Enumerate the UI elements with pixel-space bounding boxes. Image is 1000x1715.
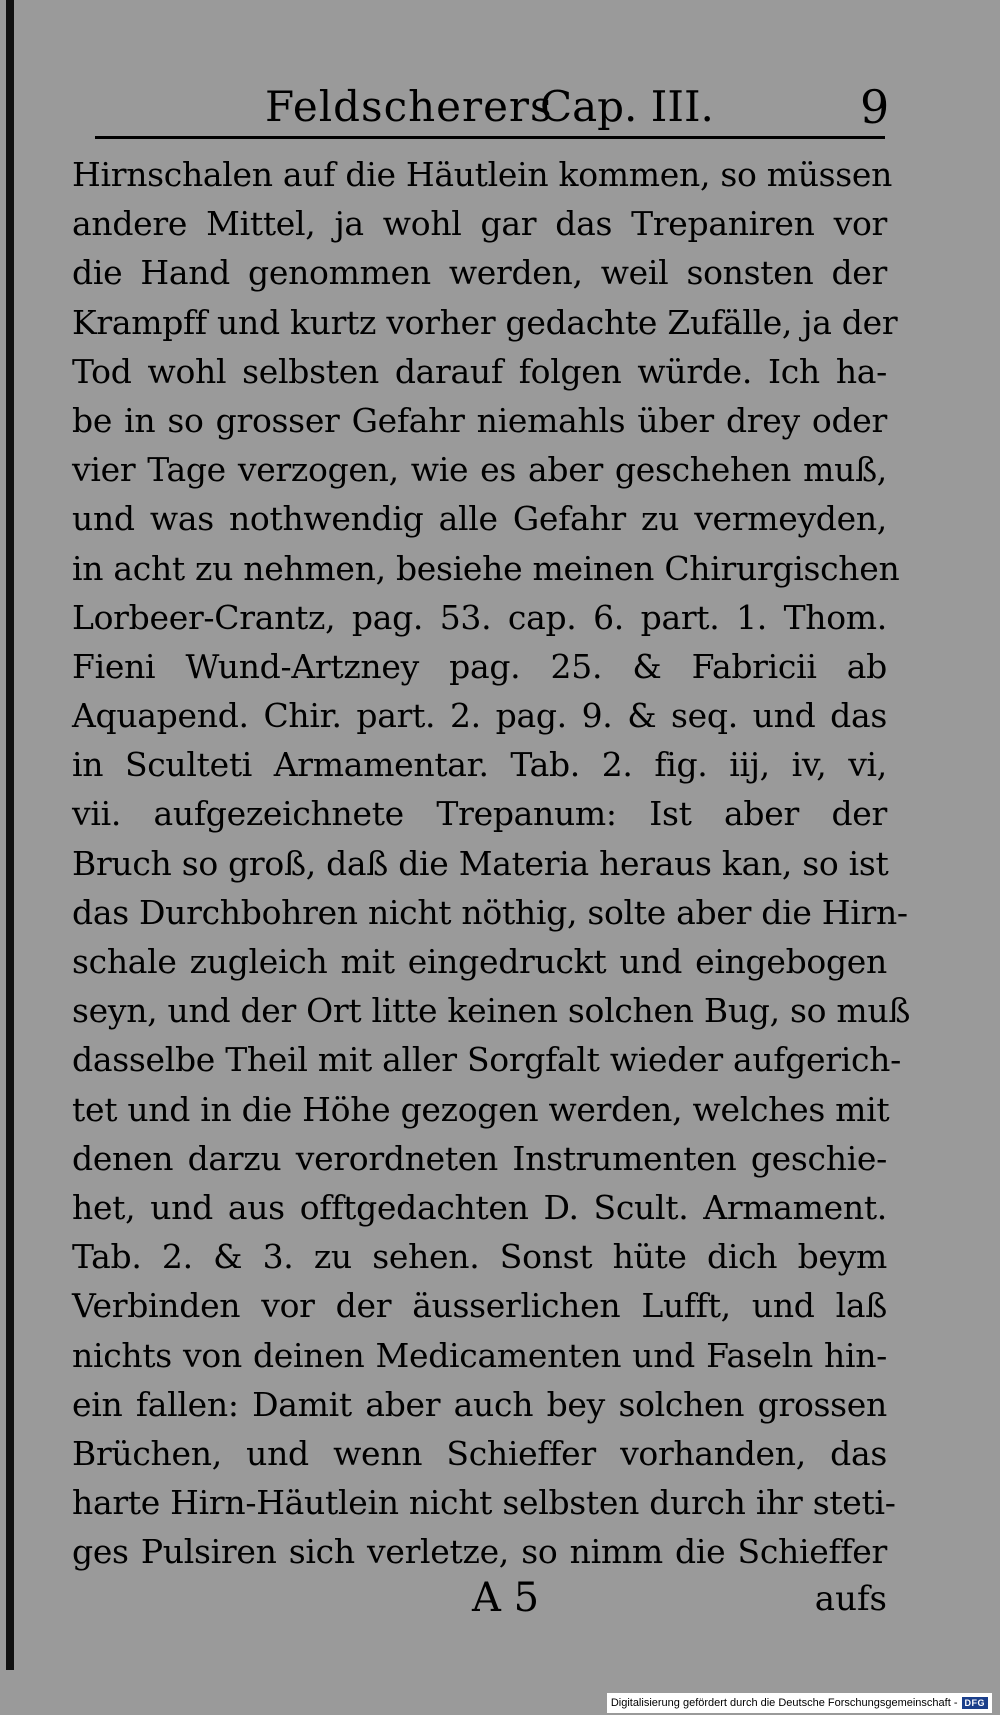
text-line: denen darzu verordneten Instrumenten geschie- (72, 1138, 887, 1178)
text-line: nichts von deinen Medicamenten und Faseln hin- (72, 1335, 887, 1375)
text-line: Hirnschalen auf die Häutlein kommen, so müssen (72, 155, 893, 194)
text-line: Aquapend. Chir. part. 2. pag. 9. & seq. und das (72, 696, 887, 736)
digitization-credit (607, 1693, 992, 1713)
running-title: Feldscherers (265, 82, 553, 131)
text-line: tet und in die Höhe gezogen werden, welches mit (72, 1089, 890, 1129)
text-line: Lorbeer-Crantz, pag. 53. cap. 6. part. 1. Thom. (72, 597, 887, 637)
text-line: in acht zu nehmen, besiehe meinen Chirurgischen (72, 548, 900, 588)
text-line: die Hand genommen werden, weil sonsten der (72, 253, 887, 293)
text-line: Tod wohl selbsten darauf folgen würde. Ich ha- (72, 351, 887, 391)
header-rule (95, 136, 885, 139)
page-number: 9 (860, 80, 890, 134)
text-line: het, und aus offtgedachten D. Scult. Armament. (72, 1187, 887, 1227)
chapter-label: Cap. III. (540, 82, 714, 131)
page-binding-edge (6, 0, 14, 1670)
text-line: Tab. 2. & 3. zu sehen. Sonst hüte dich beym (72, 1237, 887, 1277)
text-line: und was nothwendig alle Gefahr zu vermeyden, (72, 499, 887, 539)
text-line: seyn, und der Ort litte keinen solchen Bug, so muß (72, 991, 911, 1031)
body-text (72, 150, 911, 1576)
text-line: ges Pulsiren sich verletze, so nimm die Schieffer (72, 1532, 887, 1572)
text-line: schale zugleich mit eingedruckt und eingebogen (72, 942, 887, 981)
text-line: Krampff und kurtz vorher gedachte Zufälle, ja der (72, 302, 898, 342)
catchword: aufs (814, 1579, 887, 1619)
text-line: in Sculteti Armamentar. Tab. 2. fig. iij, iv, vi, (72, 745, 887, 785)
text-line: vier Tage verzogen, wie es aber geschehen muß, (72, 450, 887, 490)
text-line: das Durchbohren nicht nöthig, solte aber die Hirn- (72, 892, 908, 932)
text-line: Brüchen, und wenn Schieffer vorhanden, das (72, 1433, 887, 1473)
text-line: Verbinden vor der äusserlichen Lufft, und laß (72, 1286, 887, 1326)
text-line: Fieni Wund-Artzney pag. 25. & Fabricii ab (72, 646, 887, 686)
text-line: Bruch so groß, daß die Materia heraus kan, so ist (72, 843, 889, 883)
dfg-logo: DFG (962, 1697, 989, 1709)
text-line: ein fallen: Damit aber auch bey solchen grossen (72, 1384, 887, 1424)
credit-text: Digitalisierung gefördert durch die Deutsche Forschungsgemeinschaft - (610, 1697, 958, 1709)
signature-mark: A 5 (472, 1575, 540, 1621)
text-line: harte Hirn-Häutlein nicht selbsten durch ihr steti- (72, 1483, 896, 1523)
text-line: dasselbe Theil mit aller Sorgfalt wieder aufgerich- (72, 1040, 901, 1080)
page-footer (72, 1575, 887, 1625)
text-line: vii. aufgezeichnete Trepanum: Ist aber der (72, 794, 887, 834)
page-header (95, 78, 895, 138)
text-line: be in so grosser Gefahr niemahls über drey oder (72, 400, 887, 440)
text-line: andere Mittel, ja wohl gar das Trepaniren vor (72, 204, 887, 244)
